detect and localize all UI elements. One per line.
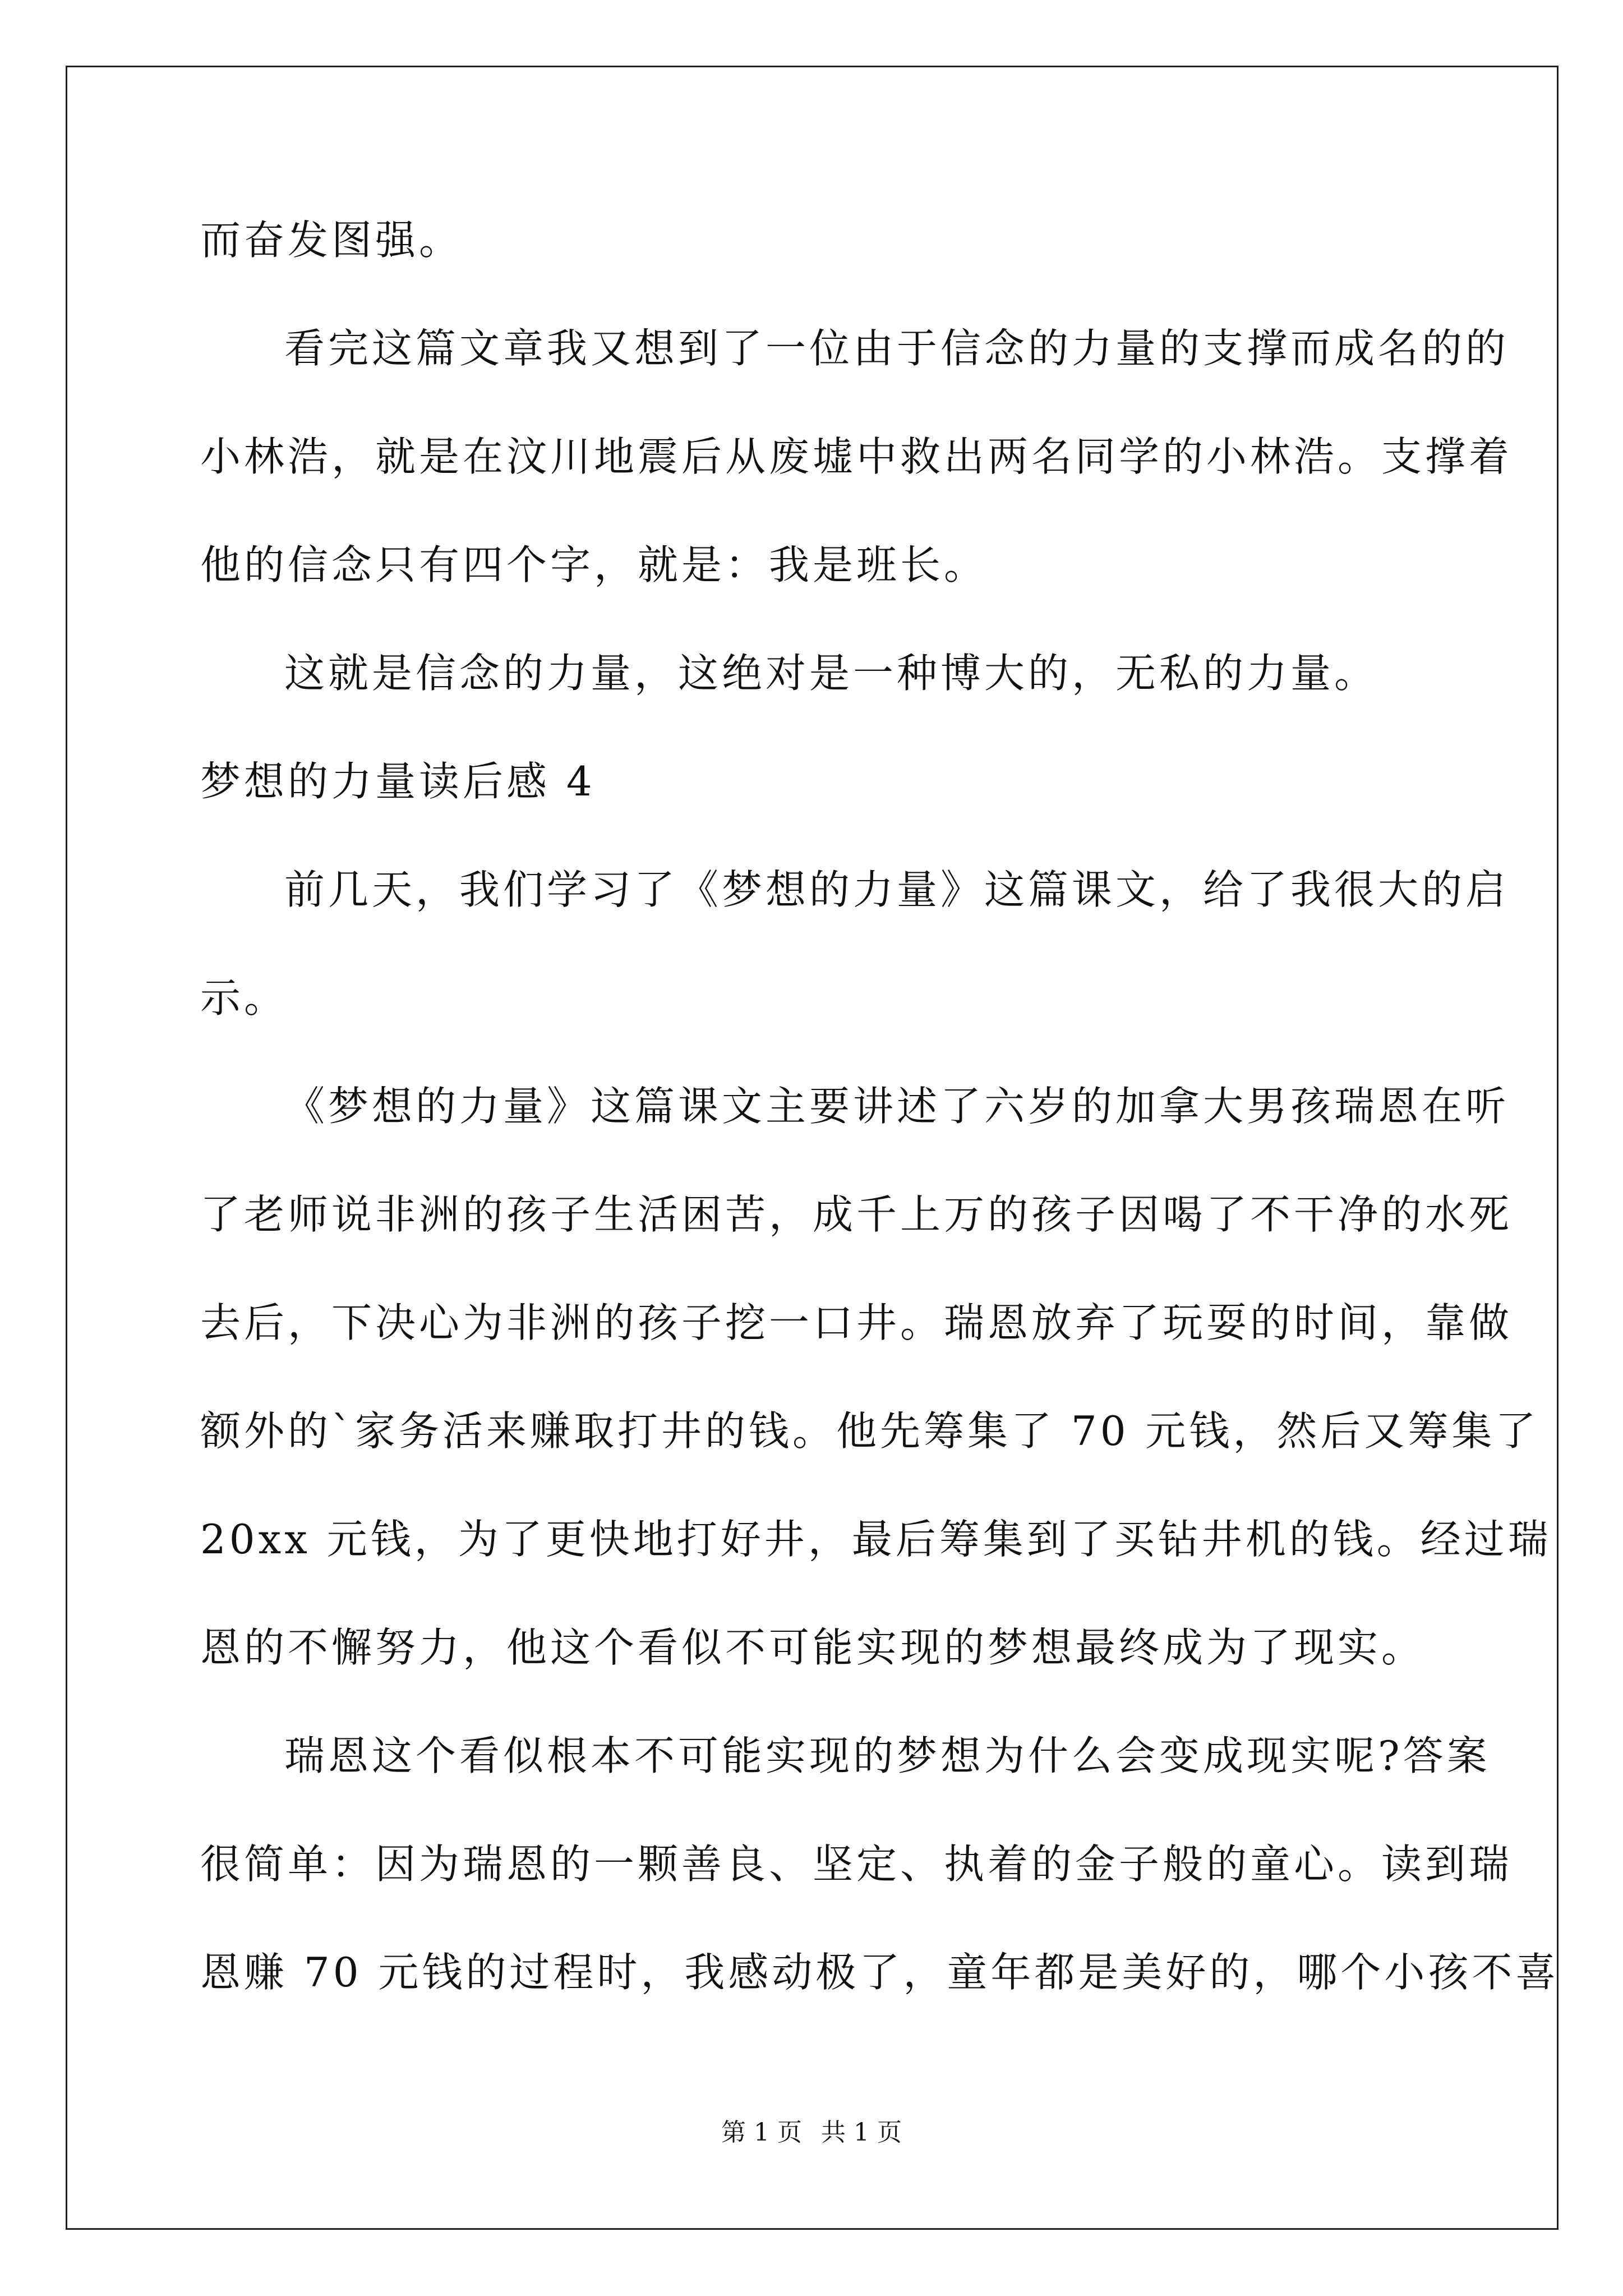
paragraph-line: 恩赚 70 元钱的过程时，我感动极了，童年都是美好的，哪个小孩不喜: [200, 1949, 1560, 1996]
paragraph-line: 示。: [200, 974, 288, 1022]
paragraph-line: 《梦想的力量》这篇课文主要讲述了六岁的加拿大男孩瑞恩在听: [284, 1083, 1510, 1130]
paragraph-line: 很简单：因为瑞恩的一颗善良、坚定、执着的金子般的童心。读到瑞: [200, 1841, 1513, 1888]
paragraph-line: 看完这篇文章我又想到了一位由于信念的力量的支撑而成名的的: [284, 325, 1510, 372]
paragraph-line: 瑞恩这个看似根本不可能实现的梦想为什么会变成现实呢?答案: [284, 1732, 1491, 1779]
paragraph-line: 额外的`家务活来赚取打井的钱。他先筹集了 70 元钱，然后又筹集了: [200, 1407, 1539, 1455]
paragraph-line: 去后，下决心为非洲的孩子挖一口井。瑞恩放弃了玩耍的时间，靠做: [200, 1299, 1513, 1346]
page-border: [66, 66, 1559, 2230]
section-heading: 梦想的力量读后感 4: [200, 758, 596, 805]
paragraph-line: 前几天，我们学习了《梦想的力量》这篇课文，给了我很大的启: [284, 866, 1510, 913]
page-number-total: 共 1 页: [821, 2118, 902, 2147]
paragraph-line: 这就是信念的力量，这绝对是一种博大的，无私的力量。: [284, 650, 1378, 697]
page-number-current: 第 1 页: [721, 2118, 802, 2147]
paragraph-line: 而奋发图强。: [200, 217, 463, 264]
paragraph-line: 小林浩，就是在汶川地震后从废墟中救出两名同学的小林浩。支撑着: [200, 433, 1513, 480]
paragraph-line: 了老师说非洲的孩子生活困苦，成千上万的孩子因喝了不干净的水死: [200, 1191, 1513, 1238]
paragraph-line: 他的信念只有四个字，就是：我是班长。: [200, 541, 988, 588]
paragraph-line: 20xx 元钱，为了更快地打好井，最后筹集到了买钻井机的钱。经过瑞: [200, 1516, 1552, 1563]
page-footer: [0, 2116, 1623, 2150]
paragraph-line: 恩的不懈努力，他这个看似不可能实现的梦想最终成为了现实。: [200, 1624, 1426, 1671]
